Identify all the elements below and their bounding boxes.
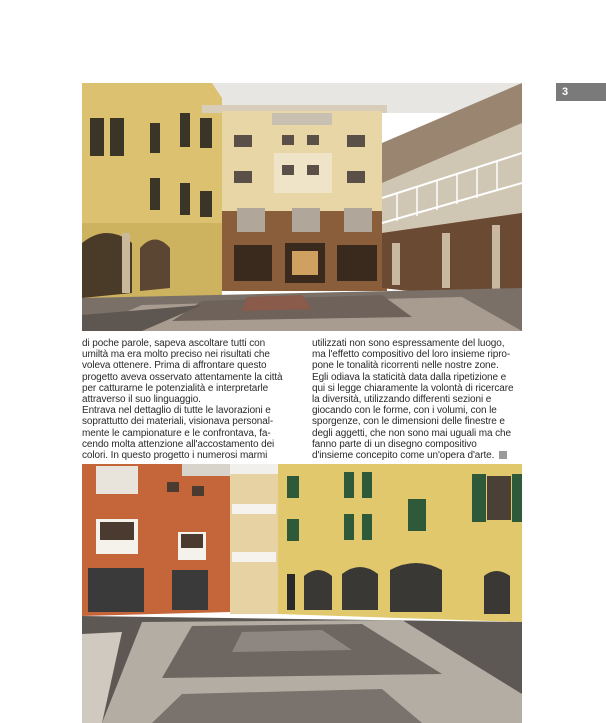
body-text-right: utilizzati non sono espressamente del luogo, ma l'effetto compositivo del loro insieme ripro- pone le tonalità ricorrenti nelle nostre zone. Egli odiava la staticità data dalla ripetizione e qui si legge chiaramente la volontà di ricercare la diversità, utilizzando differenti sezioni e giocando con le forme, con i volumi, con le sporgenze, con le dimensioni delle finestre e degli aggetti, che non sono mai uguali ma che fanno parte di un disegno compositivo d'insieme concepito come un'opera d'arte. <box>312 338 514 462</box>
courtyard-photo-top <box>82 83 522 331</box>
body-text-left-column: di poche parole, sapeva ascoltare tutti con umiltà ma era molto preciso nei risultati che voleva ottenere. Prima di affrontare questo progetto aveva osservato attentamente la città per catturarne le potenzialità e interpretarle attraverso il suo linguaggio. Entrava nel dettaglio di tutte le lavorazioni e soprattutto dei materiali, visionava personal- mente le campionature e le confrontava, fa- cendo molta attenzione all'accostamento dei colori. In questo progetto i numerosi marmi <box>82 338 283 462</box>
page-number-tab: 3 <box>556 83 606 101</box>
courtyard-photo-bottom <box>82 464 522 723</box>
body-text-right-column <box>312 338 522 461</box>
end-of-text-square-icon <box>499 451 507 459</box>
